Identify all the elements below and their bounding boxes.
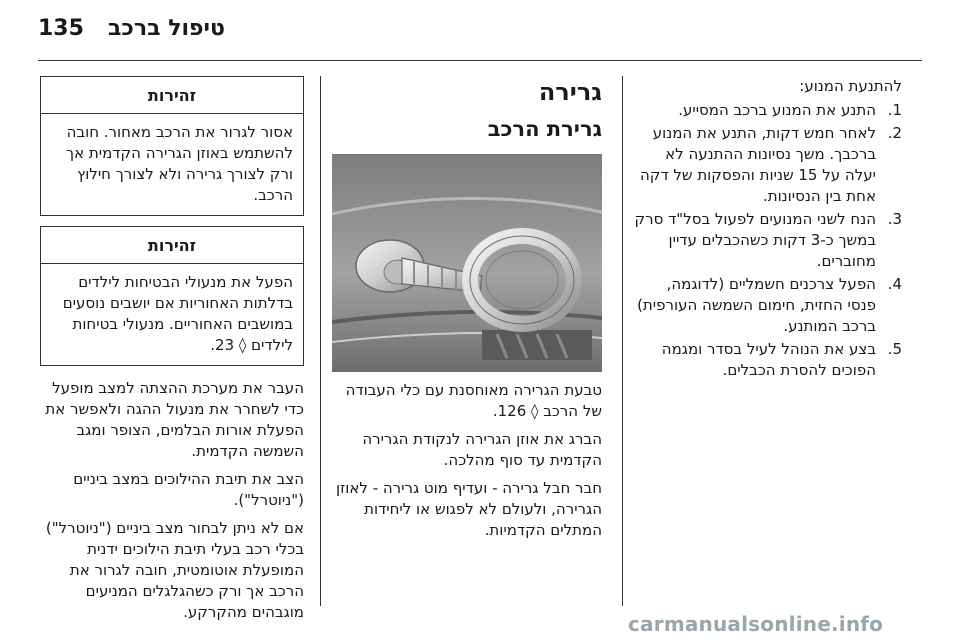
section-title: גרירה bbox=[538, 78, 602, 106]
step-number: 1. bbox=[887, 101, 902, 119]
step-text: הנח לשני המנועים לפעול בסל"ד סרק במשך כ-3 דקות כשהכבלים עדיין מחוברים. bbox=[634, 210, 876, 270]
header-rule bbox=[38, 60, 922, 61]
towing-instructions bbox=[40, 378, 304, 623]
column-divider-left bbox=[320, 76, 321, 606]
step-item bbox=[634, 123, 902, 207]
paragraph: העבר את מערכת ההצתה למצב מופעל כדי לשחרר את מנעול ההגה ולאפשר את הפעלת אורות הבלמים, הצופר ומגב השמשה הקדמית. bbox=[45, 379, 304, 460]
caution-box bbox=[40, 226, 304, 366]
paragraph: חבר חבל גרירה - ועדיף מוט גרירה - לאוזן הגרירה, ולעולם לא לפגוש או ליחידות המתלים הקדמיות. bbox=[336, 479, 602, 539]
step-item bbox=[634, 274, 902, 337]
paragraph: טבעת הגרירה מאוחסנת עם כלי העבודה של הרכב ◊ 126. bbox=[345, 381, 602, 420]
paragraph: הברג את אוזן הגרירה לנקודת הגרירה הקדמית עד סוף מהלכה. bbox=[362, 430, 602, 469]
caution-box bbox=[40, 76, 304, 216]
step-text: בצע את הנוהל לעיל בסדר ומגמה הפוכים להסרת הכבלים. bbox=[661, 340, 876, 379]
step-number: 4. bbox=[887, 275, 902, 293]
step-text: הפעל צרכנים חשמליים (לדוגמה, פנסי החזית, חימום השמשה העורפית) ברכב המותנע. bbox=[637, 275, 876, 335]
step-text: לאחר חמש דקות, התנע את המנוע ברכבך. משך נסיונות ההתנעה לא יעלה על 15 שניות והפסקות של דקה אחת בין הנסיונות. bbox=[640, 124, 876, 205]
page-title: טיפול ברכב bbox=[108, 16, 225, 41]
page-header bbox=[0, 0, 960, 62]
middle-column bbox=[332, 76, 602, 548]
column-divider-right bbox=[622, 76, 623, 606]
jump-start-steps bbox=[634, 100, 902, 381]
step-item bbox=[634, 339, 902, 381]
step-text: התנע את המנוע ברכב המסייע. bbox=[678, 101, 876, 119]
page-number: 135 bbox=[38, 16, 84, 41]
left-column bbox=[40, 76, 304, 630]
right-column bbox=[634, 76, 902, 383]
caution-text: הפעל את מנעולי הבטיחות לילדים בדלתות האחוריות אם יושבים נוסעים במושבים האחוריים. מנעולי בטיחות לילדים ◊ 23. bbox=[62, 273, 293, 354]
step-item bbox=[634, 209, 902, 272]
paragraph: הצב את תיבת ההילוכים במצב ביניים ("ניוטרל"). bbox=[73, 470, 304, 509]
towing-eye-photo bbox=[332, 154, 602, 372]
step-number: 5. bbox=[887, 340, 902, 358]
towing-eye-illustration bbox=[332, 154, 602, 372]
step-item bbox=[634, 100, 902, 121]
caution-heading: זהירות bbox=[41, 77, 303, 114]
paragraph: אם לא ניתן לבחור מצב ביניים ("ניוטרל") בכלי רכב בעלי תיבת הילוכים ידנית המופעלת אוטומטית, חובה לגרור את הרכב אך ורק כשהגלגלים המניעים מוגבהים מהקרקע. bbox=[45, 519, 304, 621]
caution-heading: זהירות bbox=[41, 227, 303, 264]
caution-text: אסור לגרור את הרכב מאחור. חובה להשתמש באוזן הגרירה הקדמית אך ורק לצורך גרירה ולא לצורך חילוץ הרכב. bbox=[66, 123, 293, 204]
towing-text bbox=[332, 380, 602, 541]
step-number: 2. bbox=[887, 124, 902, 142]
step-number: 3. bbox=[887, 210, 902, 228]
jump-start-intro: להתנעת המנוע: bbox=[799, 77, 902, 95]
watermark: carmanualsonline.info bbox=[628, 612, 884, 636]
subsection-title: גרירת הרכב bbox=[487, 117, 602, 141]
